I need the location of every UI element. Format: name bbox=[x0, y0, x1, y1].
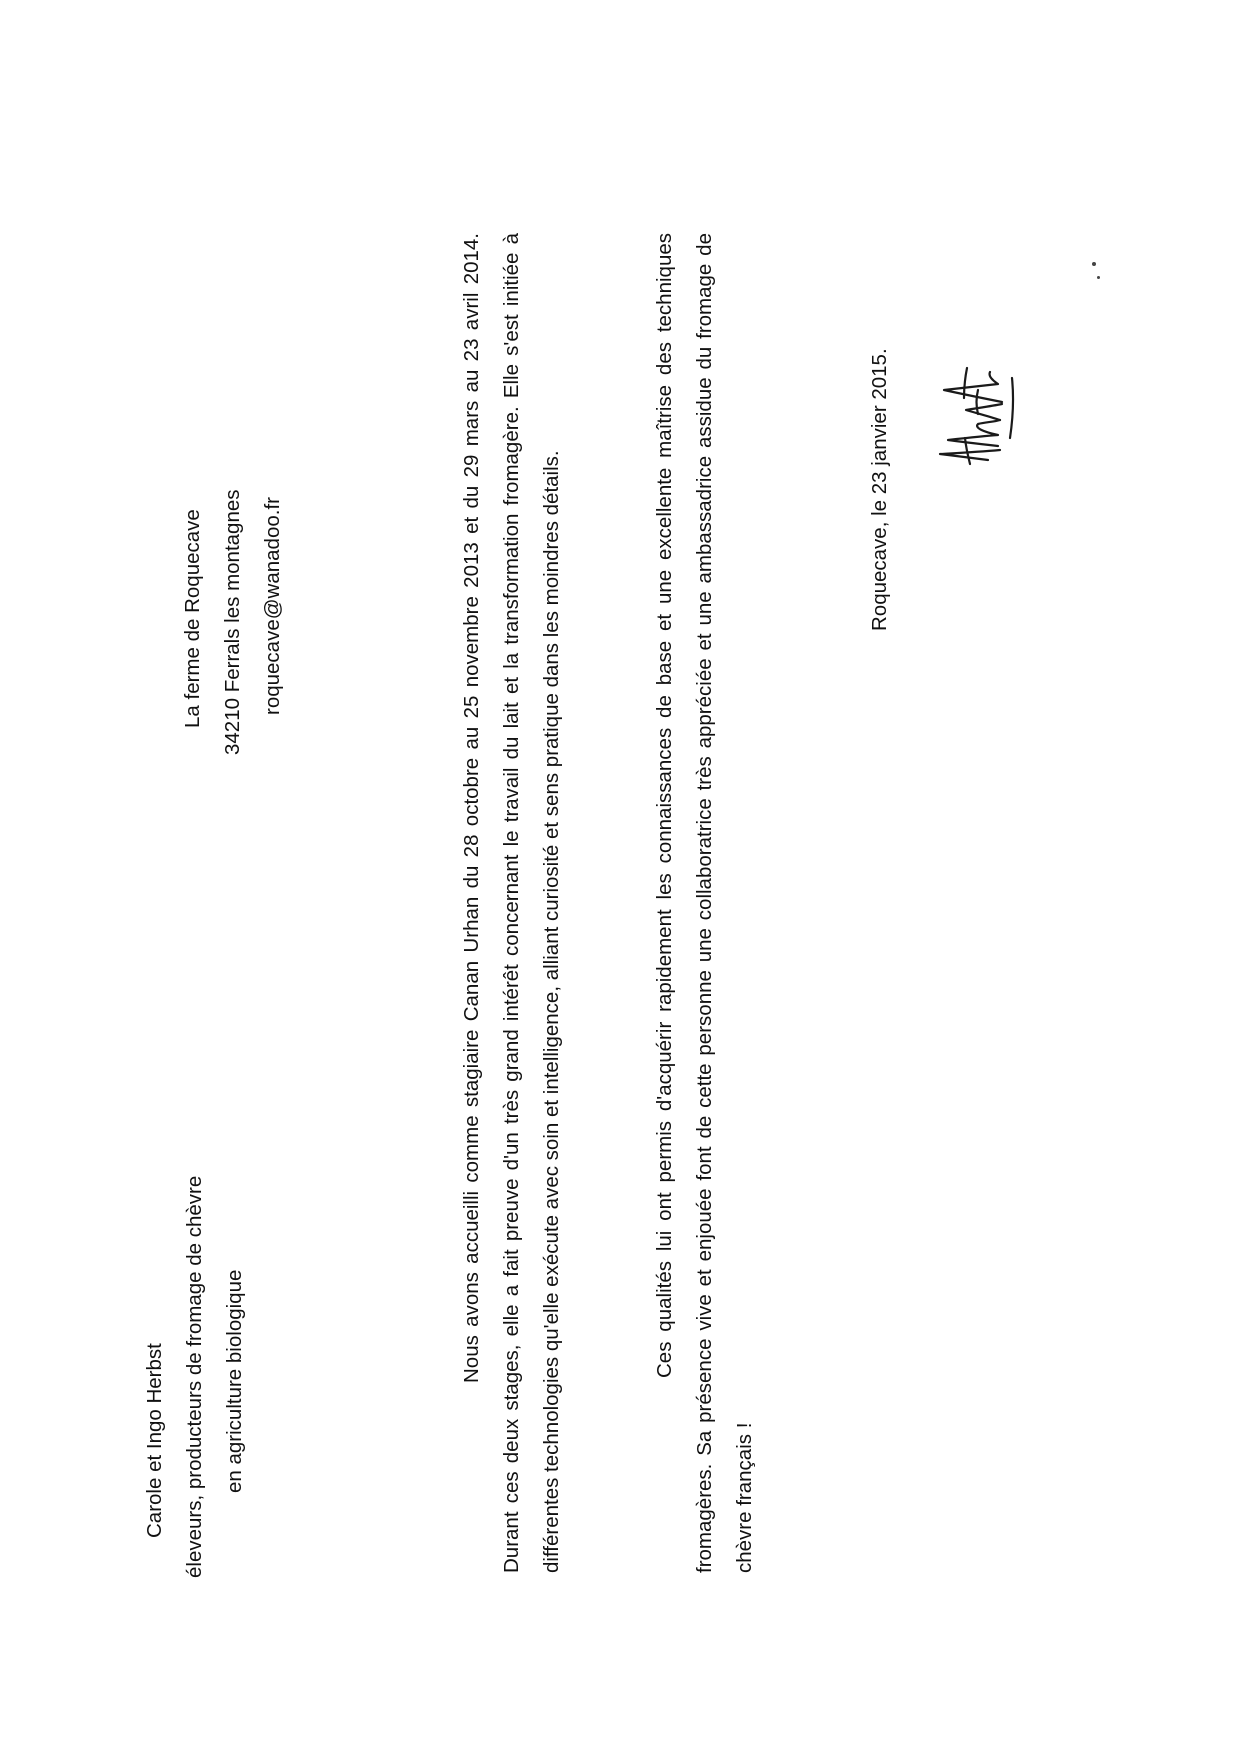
paragraph-1-line-2: Durant ces deux stages, elle a fait preuve d'un très grand intérêt concernant le travail du lait et la transformation fromagère. Elle s'est initiée à bbox=[500, 233, 523, 1573]
paragraph-2-line-3: chèvre français ! bbox=[733, 1422, 756, 1573]
paragraph-2 bbox=[645, 233, 765, 1573]
sender-certification: en agriculture biologique bbox=[223, 1269, 246, 1493]
paragraph-2-line-2: fromagères. Sa présence vive et enjouée font de cette personne une collaboratrice très appréciée et une ambassadrice assidue du fromage de bbox=[693, 233, 716, 1573]
paragraph-1-line-1: Nous avons accueilli comme stagiaire Canan Urhan du 28 octobre au 25 novembre 2013 et du 29 mars au 23 avril 2014. bbox=[460, 233, 483, 1383]
scan-speck bbox=[1092, 262, 1096, 266]
farm-name: La ferme de Roquecave bbox=[181, 509, 204, 728]
farm-address-block bbox=[173, 489, 293, 755]
handwritten-signature bbox=[918, 358, 1033, 468]
paragraph-2-line-1: Ces qualités lui ont permis d'acquérir rapidement les connaissances de base et une excellente maîtrise des techniques bbox=[653, 233, 676, 1378]
sender-name: Carole et Ingo Herbst bbox=[143, 1343, 166, 1538]
farm-address: 34210 Ferrals les montagnes bbox=[221, 489, 244, 755]
farm-email: roquecave@wanadoo.fr bbox=[261, 497, 284, 715]
sender-header bbox=[135, 1176, 255, 1578]
scan-speck bbox=[1097, 276, 1100, 279]
paragraph-1 bbox=[452, 233, 572, 1573]
sender-occupation: éleveurs, producteurs de fromage de chèvre bbox=[183, 1175, 206, 1578]
paragraph-1-line-3: différentes technologies qu'elle exécute avec soin et intelligence, alliant curiosité et sens pratique dans les moindres détails. bbox=[540, 450, 563, 1573]
letter-body bbox=[452, 233, 765, 1573]
place-date-line: Roquecave, le 23 janvier 2015. bbox=[868, 348, 891, 631]
